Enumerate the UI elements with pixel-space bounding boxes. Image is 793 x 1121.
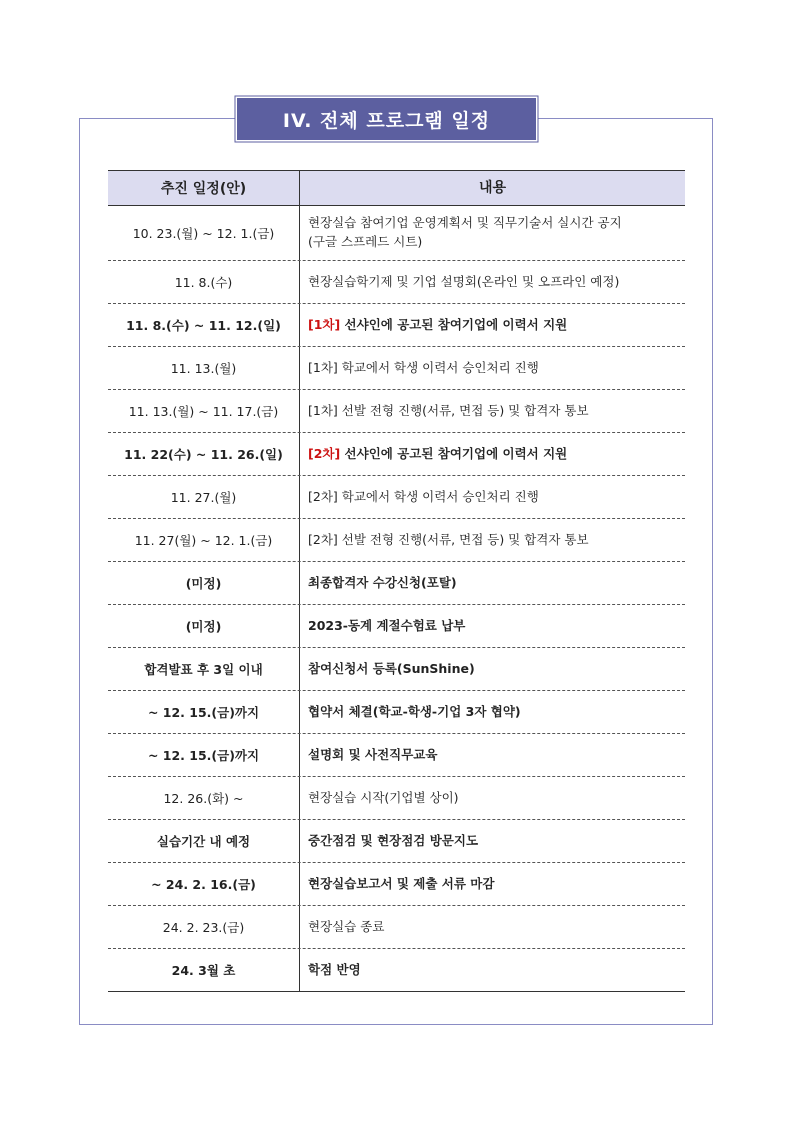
table-row [108, 820, 685, 863]
table-row [108, 734, 685, 777]
row-date: 11. 27.(월) [108, 476, 300, 518]
row-date: 실습기간 내 예정 [108, 820, 300, 862]
table-row [108, 304, 685, 347]
table-row [108, 433, 685, 476]
row-content: 중간점검 및 현장점검 방문지도 [308, 832, 479, 848]
table-row [108, 562, 685, 605]
row-date: ~ 12. 15.(금)까지 [108, 734, 300, 776]
round-tag: [1차] [308, 316, 341, 332]
row-date: 24. 3월 초 [108, 949, 300, 991]
row-content: 현장실습학기제 및 기업 설명회(온라인 및 오프라인 예정) [308, 273, 620, 289]
row-content [300, 433, 685, 475]
row-date: 11. 8.(수) ~ 11. 12.(일) [108, 304, 300, 346]
round-tag: [2차] [308, 445, 341, 461]
table-row [108, 519, 685, 562]
row-date: 12. 26.(화) ~ [108, 777, 300, 819]
table-row [108, 347, 685, 390]
row-content [300, 304, 685, 346]
row-content: 학점 반영 [308, 961, 361, 977]
schedule-table [108, 170, 685, 992]
table-row [108, 261, 685, 304]
row-date: 11. 22(수) ~ 11. 26.(일) [108, 433, 300, 475]
table-row [108, 605, 685, 648]
row-date: (미정) [108, 605, 300, 647]
row-date: 11. 8.(수) [108, 261, 300, 303]
table-row [108, 691, 685, 734]
row-content: 참여신청서 등록(SunShine) [308, 660, 475, 676]
row-content-line2: (구글 스프레드 시트) [308, 234, 423, 249]
row-date: 11. 27(월) ~ 12. 1.(금) [108, 519, 300, 561]
header-schedule: 추진 일정(안) [108, 171, 300, 205]
row-content: 현장실습보고서 및 제출 서류 마감 [308, 875, 495, 891]
row-date: ~ 12. 15.(금)까지 [108, 691, 300, 733]
row-date: 합격발표 후 3일 이내 [108, 648, 300, 690]
row-content [300, 206, 685, 260]
row-content: 설명회 및 사전직무교육 [308, 746, 438, 762]
row-date: (미정) [108, 562, 300, 604]
table-row [108, 949, 685, 992]
table-row [108, 648, 685, 691]
table-row [108, 390, 685, 433]
row-content: [2차] 선발 전형 진행(서류, 면접 등) 및 합격자 통보 [308, 531, 589, 547]
row-date: 11. 13.(월) [108, 347, 300, 389]
section-title: IV. 전체 프로그램 일정 [237, 98, 536, 140]
table-row [108, 906, 685, 949]
row-content: 현장실습 시작(기업별 상이) [308, 789, 459, 805]
table-row [108, 206, 685, 261]
row-content: [2차] 학교에서 학생 이력서 승인처리 진행 [308, 488, 539, 504]
table-header [108, 170, 685, 206]
header-content: 내용 [478, 179, 507, 196]
row-content-line1: 현장실습 참여기업 운영계획서 및 직무기술서 실시간 공지 [308, 215, 622, 231]
row-date: ~ 24. 2. 16.(금) [108, 863, 300, 905]
row-content: [1차] 선발 전형 진행(서류, 면접 등) 및 합격자 통보 [308, 402, 589, 418]
table-row [108, 476, 685, 519]
row-content: 협약서 체결(학교-학생-기업 3자 협약) [308, 703, 521, 719]
table-row [108, 777, 685, 820]
row-content: [1차] 학교에서 학생 이력서 승인처리 진행 [308, 359, 539, 375]
table-row [108, 863, 685, 906]
row-content: 최종합격자 수강신청(포탈) [308, 574, 457, 590]
row-date: 10. 23.(월) ~ 12. 1.(금) [108, 206, 300, 260]
row-content: 2023-동계 계절수험료 납부 [308, 617, 466, 633]
row-content: 현장실습 종료 [308, 918, 385, 934]
row-date: 24. 2. 23.(금) [108, 906, 300, 948]
row-content-text: 선샤인에 공고된 참여기업에 이력서 지원 [340, 316, 568, 332]
row-content-text: 선샤인에 공고된 참여기업에 이력서 지원 [340, 445, 568, 461]
row-date: 11. 13.(월) ~ 11. 17.(금) [108, 390, 300, 432]
